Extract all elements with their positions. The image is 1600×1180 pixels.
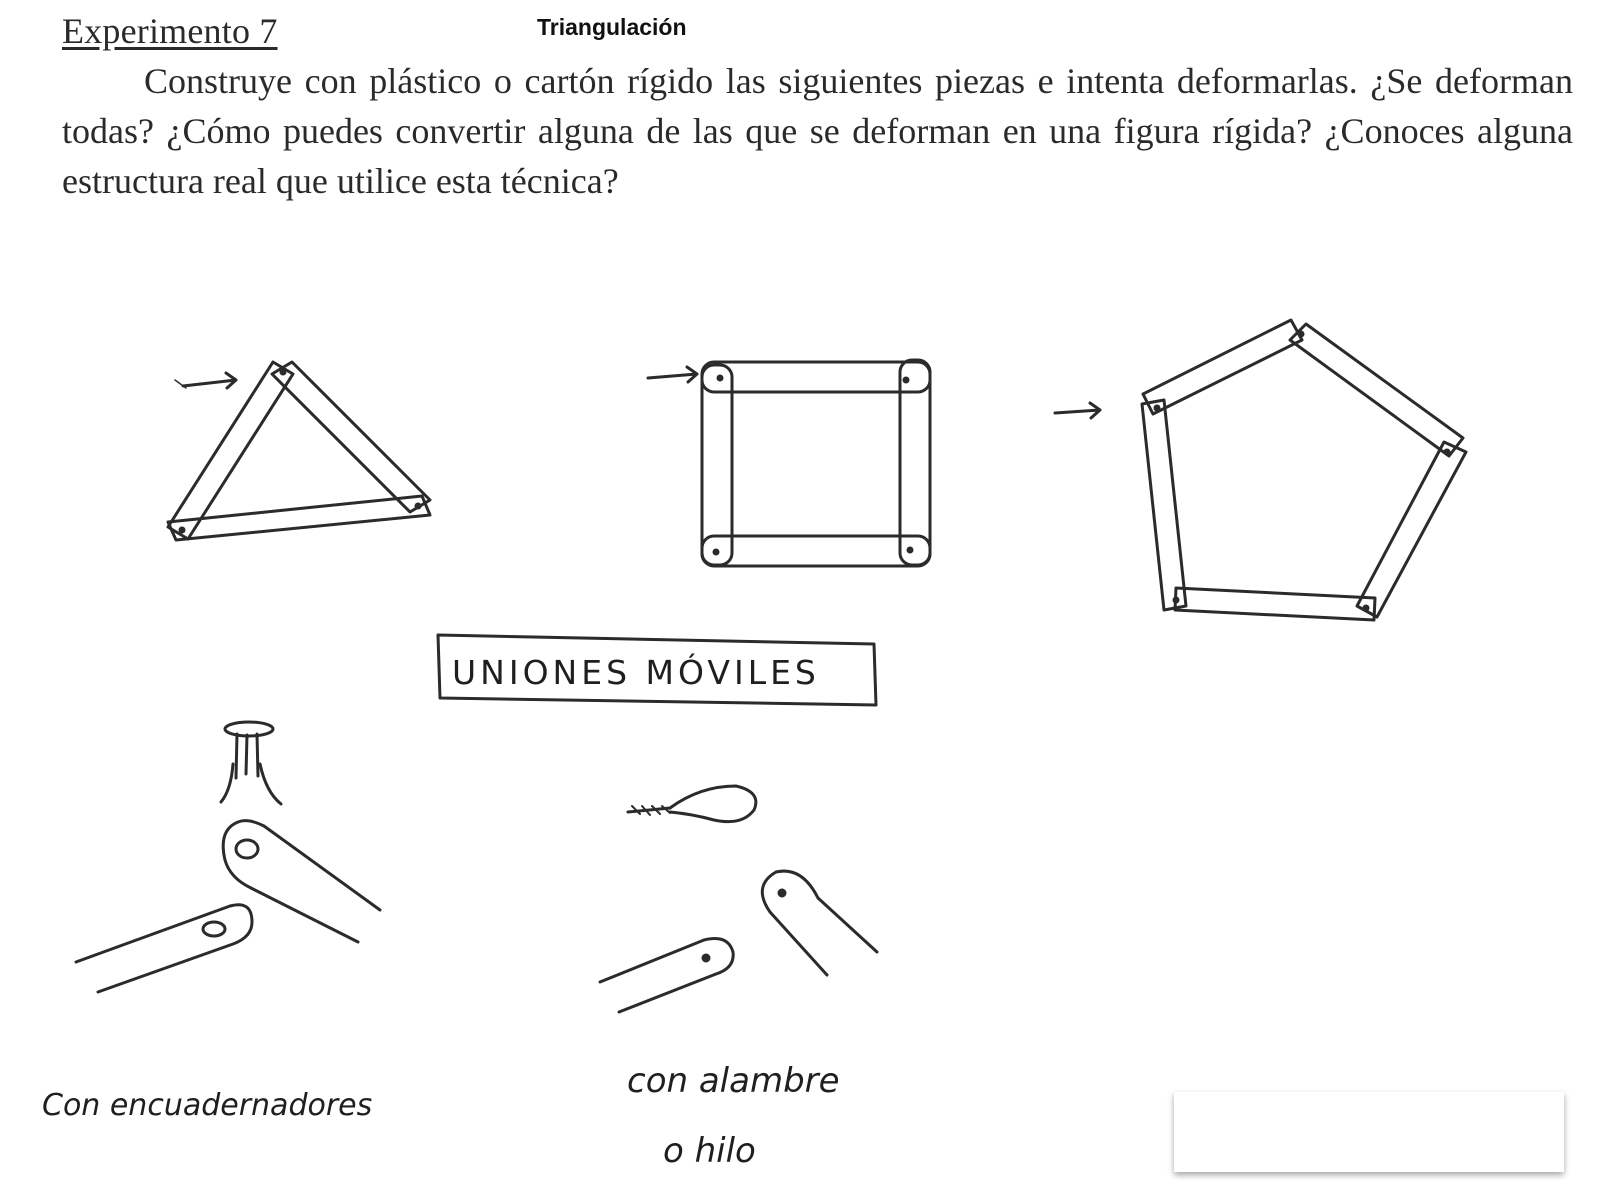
- blank-box: [1174, 1092, 1564, 1172]
- pentagon-shape: [1142, 320, 1466, 620]
- wire-bar-lower: [600, 939, 733, 1013]
- caption-left: Con encuadernadores: [42, 1088, 373, 1123]
- topic-title: Triangulación: [537, 14, 687, 40]
- caption-right-line1: con alambre: [627, 1061, 840, 1101]
- experiment-title: Experimento 7: [62, 11, 278, 51]
- arrow-icon: [1055, 403, 1100, 418]
- triangle-shape: [168, 362, 430, 540]
- arrow-icon: [648, 367, 697, 382]
- label-box-text: UNIONES MÓVILES: [452, 653, 820, 692]
- wire-twist-icon: [628, 786, 756, 822]
- fastener-bar-lower: [76, 905, 252, 992]
- paper-fastener-icon: [221, 722, 281, 804]
- square-shape: [702, 360, 930, 566]
- instructions-paragraph: Construye con plástico o cartón rígido las siguientes piezas e intenta deformarlas. ¿Se deforman todas? ¿Cómo puedes convertir alguna de las que se deforman en una figura rígida? ¿Conoces alguna estructura real que utilice esta técnica?: [62, 61, 1573, 201]
- caption-right-line2: o hilo: [663, 1131, 756, 1171]
- arrow-icon: [175, 373, 236, 388]
- fastener-bar-upper: [223, 821, 380, 942]
- wire-bar-upper: [762, 871, 877, 975]
